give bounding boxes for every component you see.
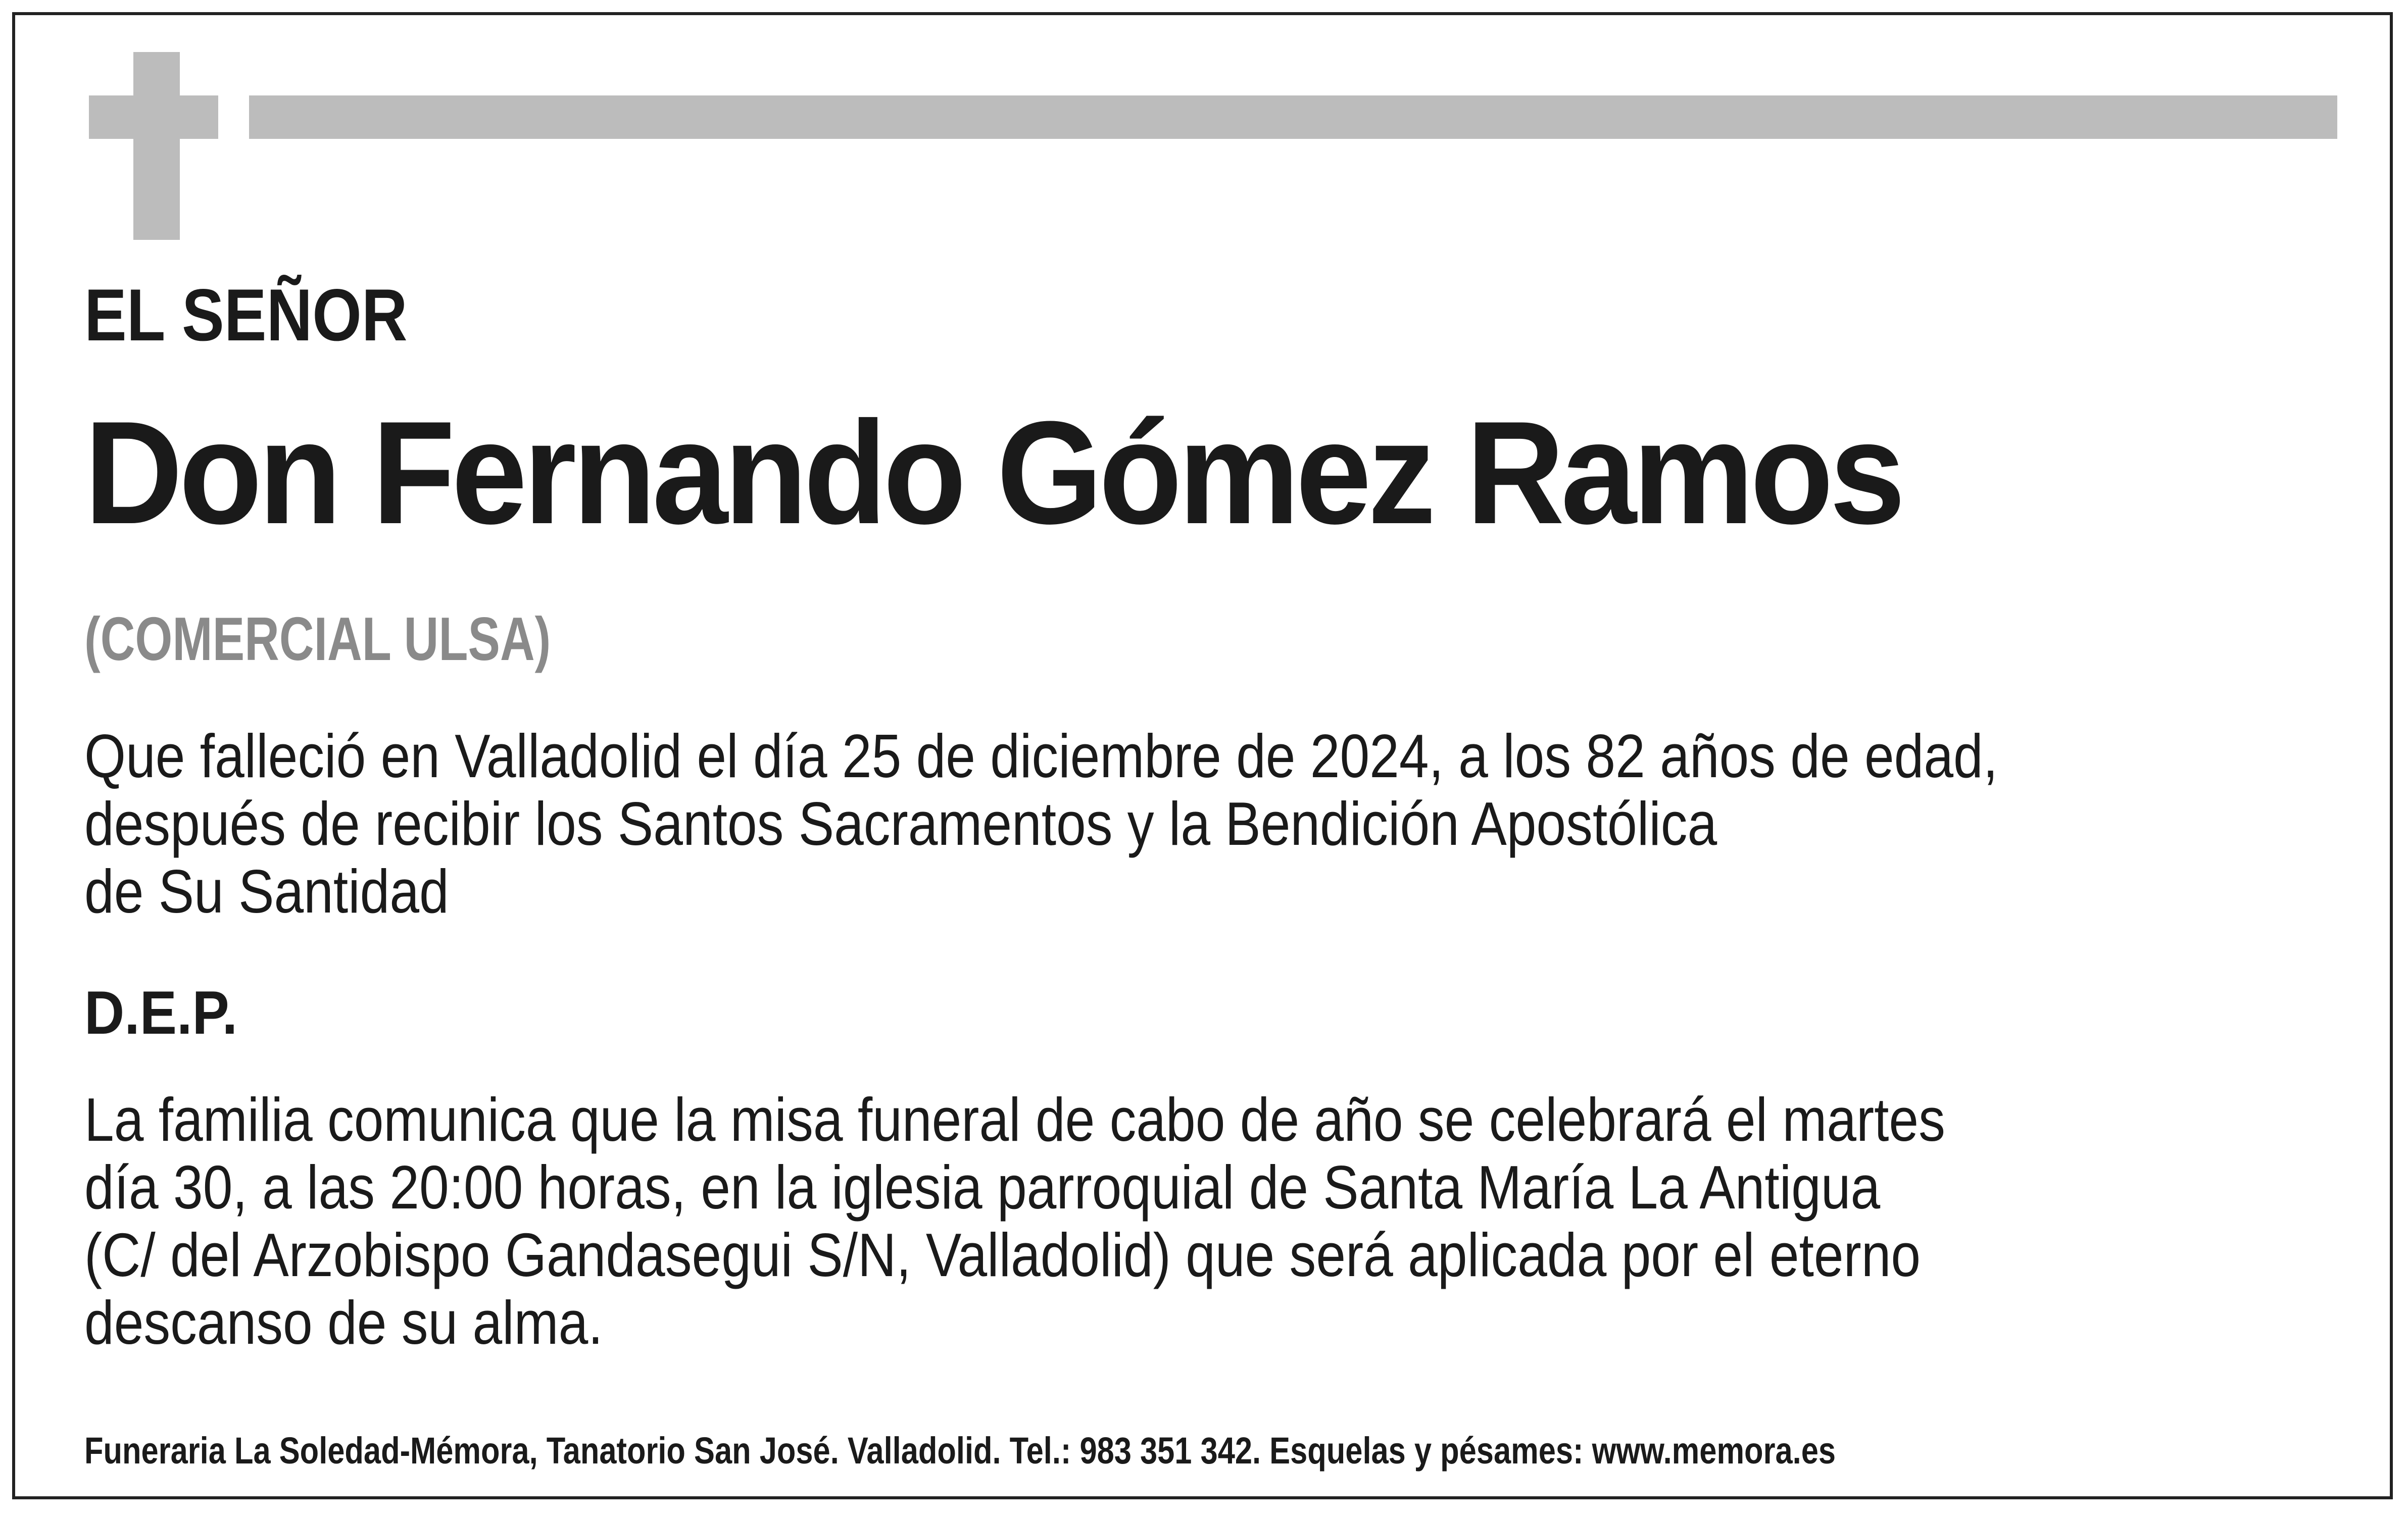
rip-text: D.E.P. xyxy=(84,978,238,1047)
paragraph-line: (C/ del Arzobispo Gandasegui S/N, Valladolid) que será aplicada por el eterno xyxy=(84,1221,1921,1289)
cross-horizontal xyxy=(89,95,218,139)
death-paragraph xyxy=(84,722,1998,925)
paragraph-line: de Su Santidad xyxy=(84,857,449,926)
cross-vertical xyxy=(133,52,180,240)
paragraph-line: Que falleció en Valladolid el día 25 de diciembre de 2024, a los 82 años de edad, xyxy=(84,722,1998,790)
paragraph-line: descanso de su alma. xyxy=(84,1288,603,1357)
mass-paragraph xyxy=(84,1086,1945,1356)
deceased-name: Don Fernando Gómez Ramos xyxy=(84,391,1902,554)
paragraph-line: La familia comunica que la misa funeral de cabo de año se celebrará el martes xyxy=(84,1085,1945,1154)
company-note: (COMERCIAL ULSA) xyxy=(84,604,551,673)
funeral-home-footer: Funeraria La Soledad-Mémora, Tanatorio San José. Valladolid. Tel.: 983 351 342. Esquelas y pésames: www.memora.es xyxy=(84,1430,1836,1472)
notice-heading: EL SEÑOR xyxy=(84,274,408,356)
paragraph-line: día 30, a las 20:00 horas, en la iglesia parroquial de Santa María La Antigua xyxy=(84,1153,1881,1222)
paragraph-line: después de recibir los Santos Sacramentos y la Bendición Apostólica xyxy=(84,789,1717,858)
header-rule xyxy=(249,95,2337,139)
